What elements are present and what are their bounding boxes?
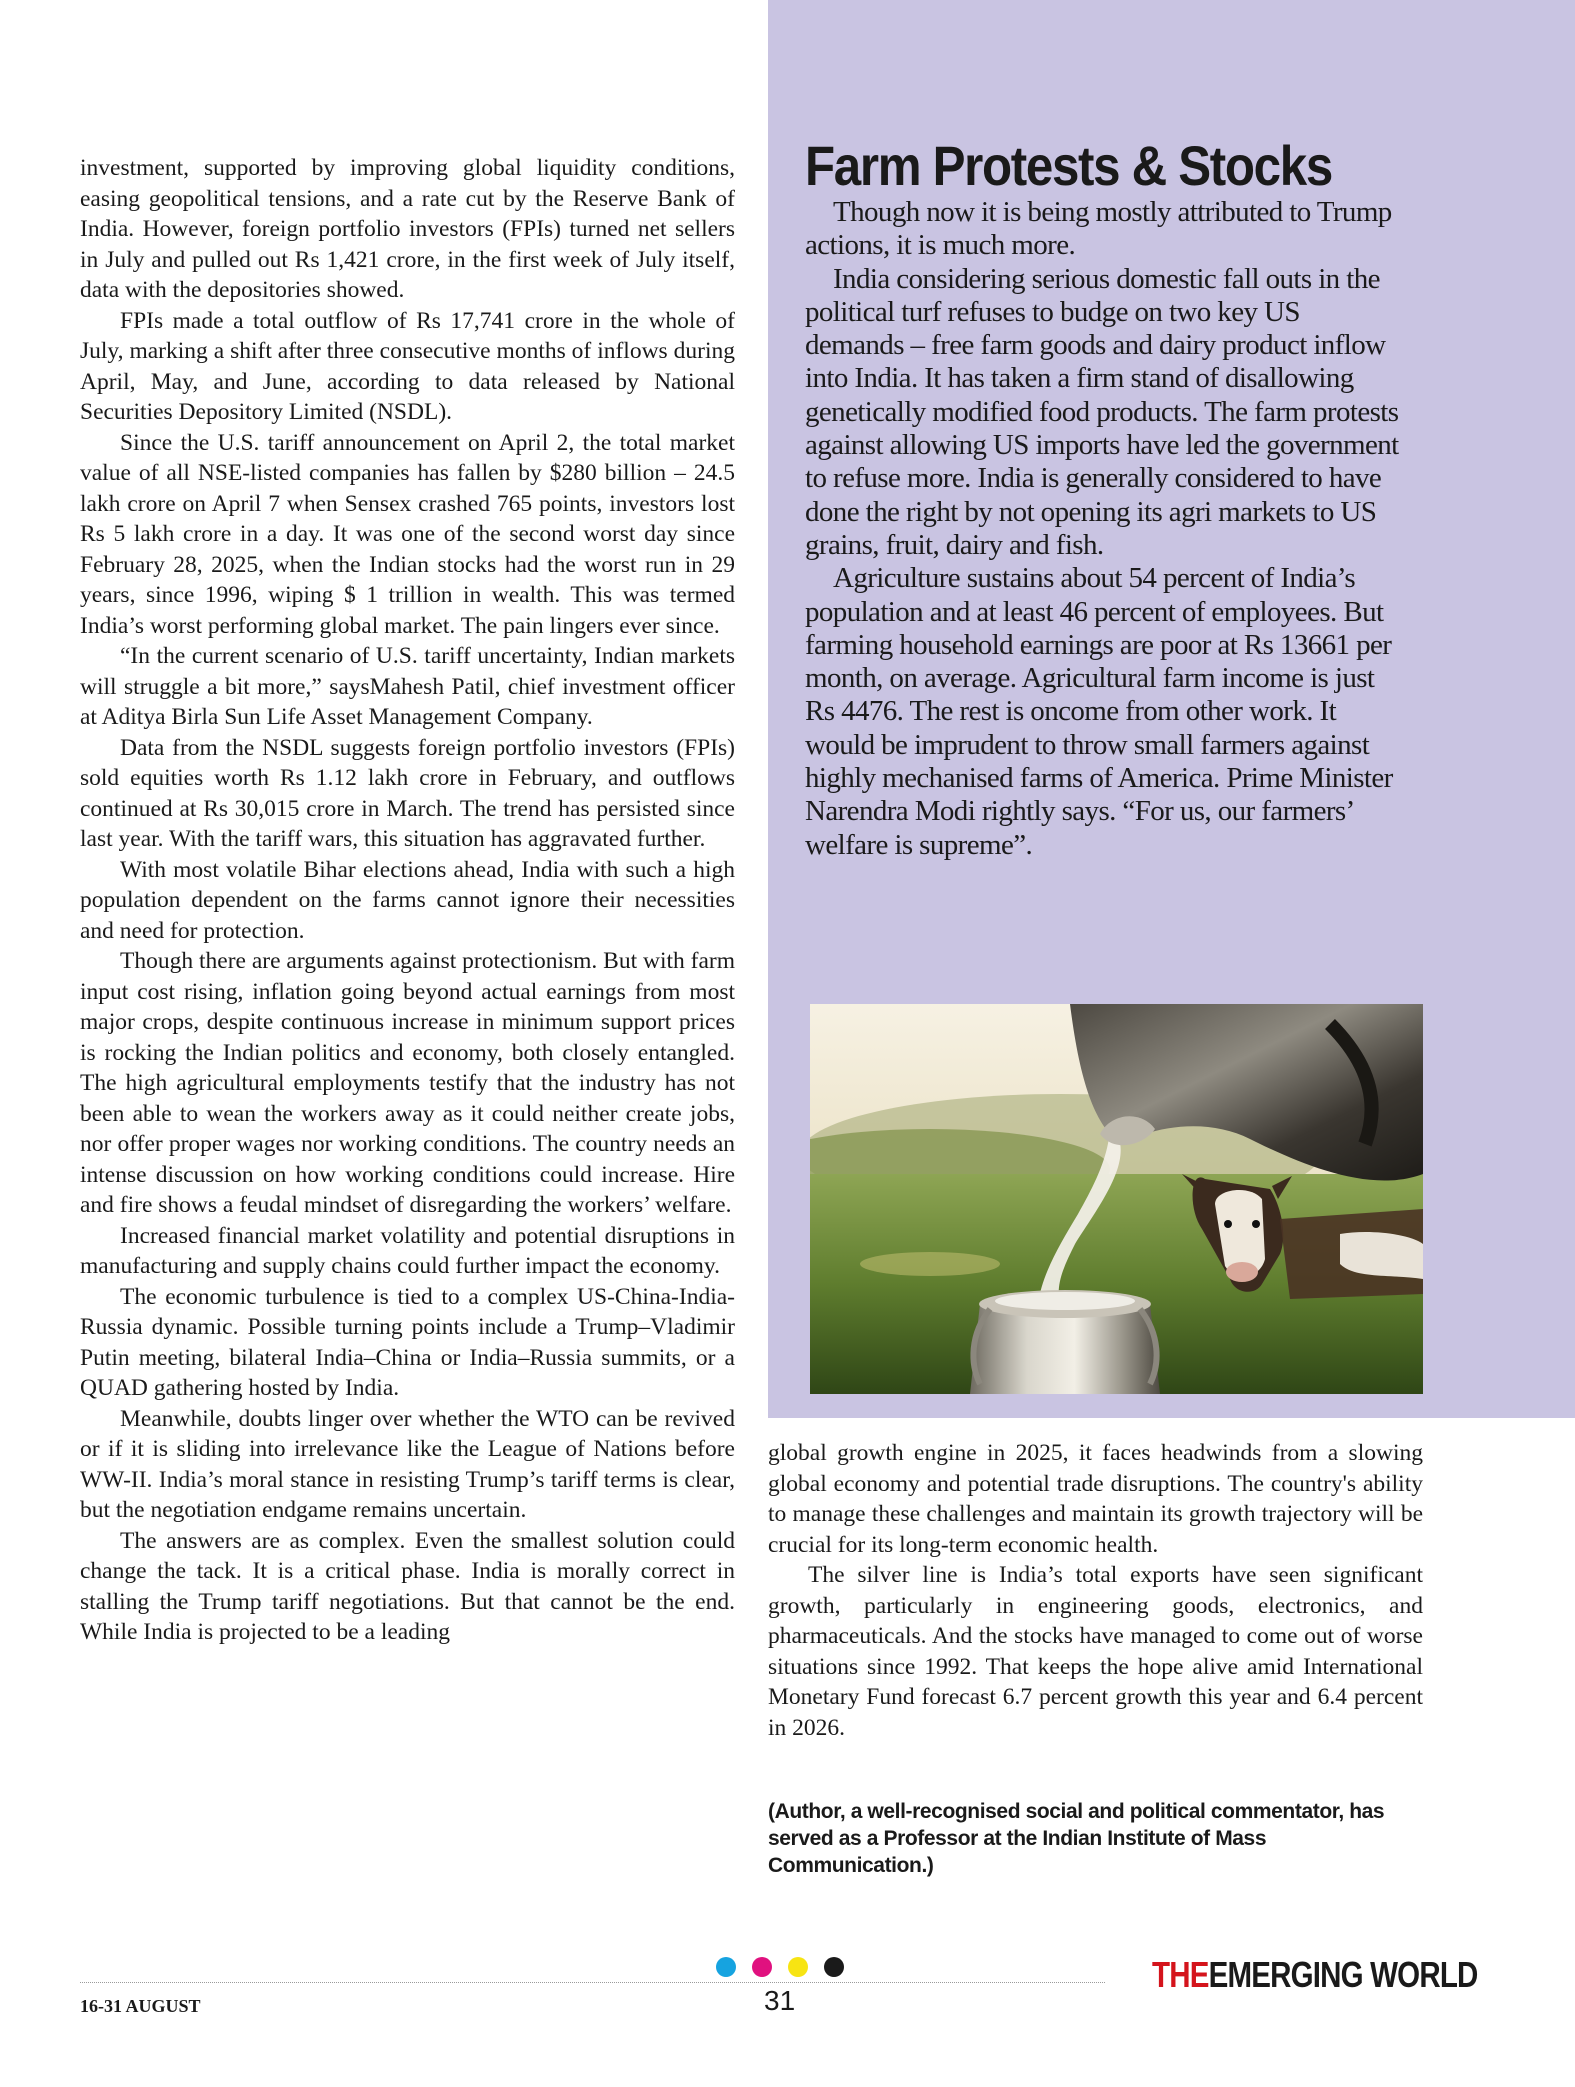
sidebar-title: Farm Protests & Stocks (805, 134, 1332, 197)
left-column (80, 153, 735, 1648)
milk-can-cow-photo (810, 1004, 1423, 1394)
paragraph: The answers are as complex. Even the smallest solution could change the tack. It is a critical phase. India is morally correct in stalling the Trump tariff negotiations. But that cannot be the end. While India is projected to be a leading (80, 1527, 735, 1645)
sidebar-paragraph: India considering serious domestic fall outs in the political turf refuses to budge on two key US demands – free farm goods and dairy product inflow into India. It has taken a firm stand of disallowing genetically modified food products. The farm protests against allowing US imports have led the government to refuse more. India is generally considered to have done the right by not opening its agri markets to US grains, fruit, dairy and fish. (805, 262, 1399, 561)
sidebar-paragraph: Agriculture sustains about 54 percent of India’s population and at least 46 percent of employees. But farming household earnings are poor at Rs 13661 per month, on average. Agricultural farm income is just Rs 4476. The rest is oncome from other work. It would be imprudent to throw small farmers against highly mechanised farms of America. Prime Minister Narendra Modi rightly says. “For us, our farmers’ welfare is supreme”. (805, 562, 1393, 861)
page-number: 31 (764, 1985, 796, 2016)
sidebar-body (805, 196, 1405, 862)
author-note: (Author, a well-recognised social and political commentator, has served as a Professor at the Indian Institute of Mass Communication.) (768, 1800, 1385, 1877)
right-column (768, 1438, 1423, 1743)
paragraph: With most volatile Bihar elections ahead, India with such a high population dependent on the farms cannot ignore their necessities and need for protection. (80, 856, 735, 944)
paragraph: Though there are arguments against protectionism. But with farm input cost rising, inflation going beyond actual earnings from most major crops, despite continuous increase in minimum support prices is rocking the Indian politics and economy, both closely entangled. The high agricultural employments testify that the industry has not been able to wean the workers away as it could neither create jobs, nor offer proper wages nor working conditions. The country needs an intense discussion on how working conditions could increase. Hire and fire shows a feudal mindset of disregarding the workers’ welfare. (80, 948, 735, 1218)
cyan-dot (716, 1957, 736, 1977)
registration-marks (716, 1957, 844, 1977)
brand-the: THE (1152, 1954, 1209, 1995)
magenta-dot (752, 1957, 772, 1977)
publication-logo (1152, 1954, 1478, 1996)
paragraph: Since the U.S. tariff announcement on April 2, the total market value of all NSE-listed companies has fallen by $280 billion – 24.5 lakh crore on April 7 when Sensex crashed 765 points, investors lost Rs 5 lakh crore in a day. It was one of the second worst day since February 28, 2025, when the Indian stocks had the worst run in 29 years, since 1996, wiping $ 1 trillion in wealth. This was termed India’s worst performing global market. The pain lingers ever since. (80, 429, 735, 639)
paragraph: FPIs made a total outflow of Rs 17,741 crore in the whole of July, marking a shift after three consecutive months of inflows during April, May, and June, according to data released by National Securities Depository Limited (NSDL). (80, 307, 735, 425)
paragraph: The silver line is India’s total exports have seen significant growth, particularly in engineering goods, electronics, and pharmaceuticals. And the stocks have managed to come out of worse situations since 1992. That keeps the hope alive amid International Monetary Fund forecast 6.7 percent growth this year and 6.4 percent in 2026. (768, 1562, 1423, 1741)
issue-date: 16-31 AUGUST (80, 1996, 201, 2016)
paragraph: The economic turbulence is tied to a complex US-China-India-Russia dynamic. Possible turning points include a Trump–Vladimir Putin meeting, bilateral India–China or India–Russia summits, or a QUAD gathering hosted by India. (80, 1283, 735, 1401)
paragraph: Increased financial market volatility and potential disruptions in manufacturing and supply chains could further impact the economy. (80, 1222, 735, 1279)
paragraph: Meanwhile, doubts linger over whether the WTO can be revived or if it is sliding into irrelevance like the League of Nations before WW-II. India’s moral stance in resisting Trump’s tariff terms is clear, but the negotiation endgame remains uncertain. (80, 1405, 735, 1523)
paragraph: Data from the NSDL suggests foreign portfolio investors (FPIs) sold equities worth Rs 1.12 lakh crore in February, and outflows continued at Rs 30,015 crore in March. The trend has persisted since last year. With the tariff wars, this situation has aggravated further. (80, 734, 735, 852)
paragraph: “In the current scenario of U.S. tariff uncertainty, Indian markets will struggle a bit more,” saysMahesh Patil, chief investment officer at Aditya Birla Sun Life Asset Management Company. (80, 643, 735, 730)
paragraph: investment, supported by improving global liquidity conditions, easing geopolitical tensions, and a rate cut by the Reserve Bank of India. However, foreign portfolio investors (FPIs) turned net sellers in July and pulled out Rs 1,421 crore, in the first week of July itself, data with the depositories showed. (80, 155, 735, 303)
paragraph: global growth engine in 2025, it faces headwinds from a slowing global economy and potential trade disruptions. The country's ability to manage these challenges and maintain its growth trajectory will be crucial for its long-term economic health. (768, 1440, 1423, 1558)
black-dot (824, 1957, 844, 1977)
sidebar-paragraph: Though now it is being mostly attributed to Trump actions, it is much more. (805, 196, 1392, 262)
yellow-dot (788, 1957, 808, 1977)
brand-name: EMERGING WORLD (1208, 1954, 1478, 1995)
footer-divider (80, 1982, 1105, 1983)
